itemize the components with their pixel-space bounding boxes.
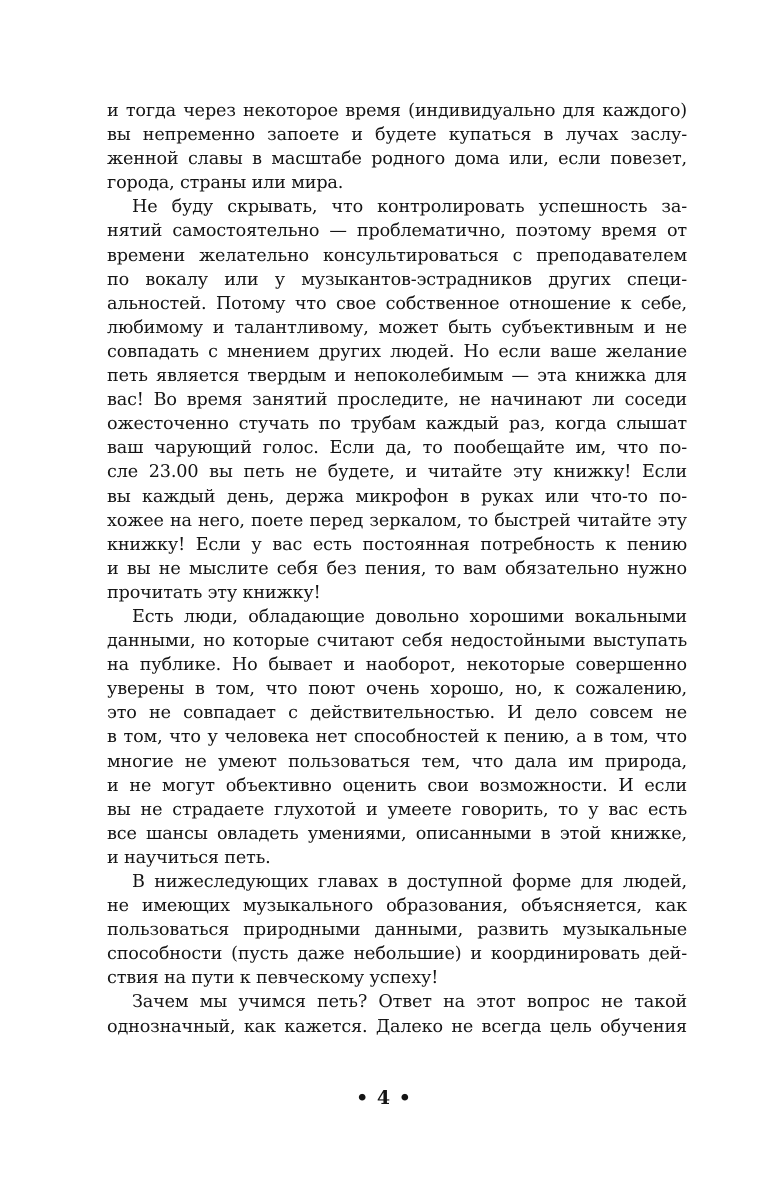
- text-line: В нижеследующих главах в доступной форме для людей,: [132, 872, 687, 892]
- paragraph: [107, 99, 687, 195]
- text-line: это не совпадает с действительностью. И дело совсем не: [107, 703, 687, 724]
- text-line: пользоваться природными данными, развить музыкальные: [107, 920, 687, 941]
- text-line: ствия на пути к певческому успеху!: [107, 968, 439, 989]
- text-line: способности (пусть даже небольшие) и координировать дей-: [107, 944, 687, 965]
- text-line: ожесточенно стучать по трубам каждый раз, когда слышат: [107, 414, 687, 435]
- text-line: сле 23.00 вы петь не будете, и читайте эту книжку! Если: [107, 462, 687, 483]
- text-line: женной славы в масштабе родного дома или, если повезет,: [107, 149, 687, 170]
- text-line: вы каждый день, держа микрофон в руках или что-то по-: [107, 486, 687, 507]
- text-line: Зачем мы учимся петь? Ответ на этот вопрос не такой: [132, 992, 687, 1013]
- text-line: и научиться петь.: [107, 847, 271, 868]
- text-line: и не могут объективно оценить свои возможности. И если: [107, 775, 687, 796]
- body-text: [107, 99, 687, 1039]
- text-line: петь является твердым и непоколебимым — эта книжка для: [107, 366, 687, 387]
- text-line: прочитать эту книжку!: [107, 582, 321, 603]
- text-line: нятий самостоятельно — проблематично, поэтому время от: [107, 221, 687, 242]
- text-line: хожее на него, поете перед зеркалом, то быстрей читайте эту: [107, 510, 687, 531]
- text-line: вы непременно запоете и будете купаться в лучах заслу-: [107, 125, 687, 146]
- text-line: вы не страдаете глухотой и умеете говорить, то у вас есть: [107, 799, 687, 820]
- text-line: ваш чарующий голос. Если да, то пообещайте им, что по-: [107, 438, 687, 459]
- text-line: совпадать с мнением других людей. Но если ваше желание: [107, 341, 687, 362]
- paragraph: [107, 195, 687, 605]
- text-line: многие не умеют пользоваться тем, что дала им природа,: [107, 751, 687, 772]
- text-line: вас! Во время занятий проследите, не начинают ли соседи: [107, 390, 687, 411]
- text-line: любимому и талантливому, может быть субъективным и не: [107, 317, 687, 338]
- text-line: и вы не мыслите себя без пения, то вам обязательно нужно: [107, 558, 687, 579]
- text-line: Есть люди, обладающие довольно хорошими вокальными: [132, 606, 687, 627]
- text-line: Не буду скрывать, что контролировать успешность за-: [132, 197, 687, 218]
- text-line: однозначный, как кажется. Далеко не всегда цель обучения: [107, 1016, 687, 1037]
- paragraph: [107, 605, 687, 870]
- text-line: в том, что у человека нет способностей к пению, а в том, что: [107, 727, 687, 748]
- text-line: не имеющих музыкального образования, объясняется, как: [107, 896, 687, 917]
- text-line: альностей. Потому что свое собственное отношение к себе,: [107, 293, 687, 314]
- paragraph: [107, 870, 687, 990]
- text-line: уверены в том, что поют очень хорошо, но, к сожалению,: [107, 679, 687, 700]
- text-line: книжку! Если у вас есть постоянная потребность к пению: [107, 534, 687, 555]
- page-number: • 4 •: [356, 1087, 412, 1109]
- text-line: по вокалу или у музыкантов-эстрадников других специ-: [107, 269, 687, 290]
- text-line: времени желательно консультироваться с преподавателем: [107, 245, 687, 266]
- text-line: данными, но которые считают себя недостойными выступать: [107, 631, 687, 652]
- text-line: все шансы овладеть умениями, описанными в этой книжке,: [107, 823, 687, 844]
- paragraph: [107, 990, 687, 1038]
- text-line: на публике. Но бывает и наоборот, некоторые совершенно: [107, 655, 687, 676]
- text-line: города, страны или мира.: [107, 173, 344, 194]
- text-line: и тогда через некоторое время (индивидуально для каждого): [107, 101, 687, 121]
